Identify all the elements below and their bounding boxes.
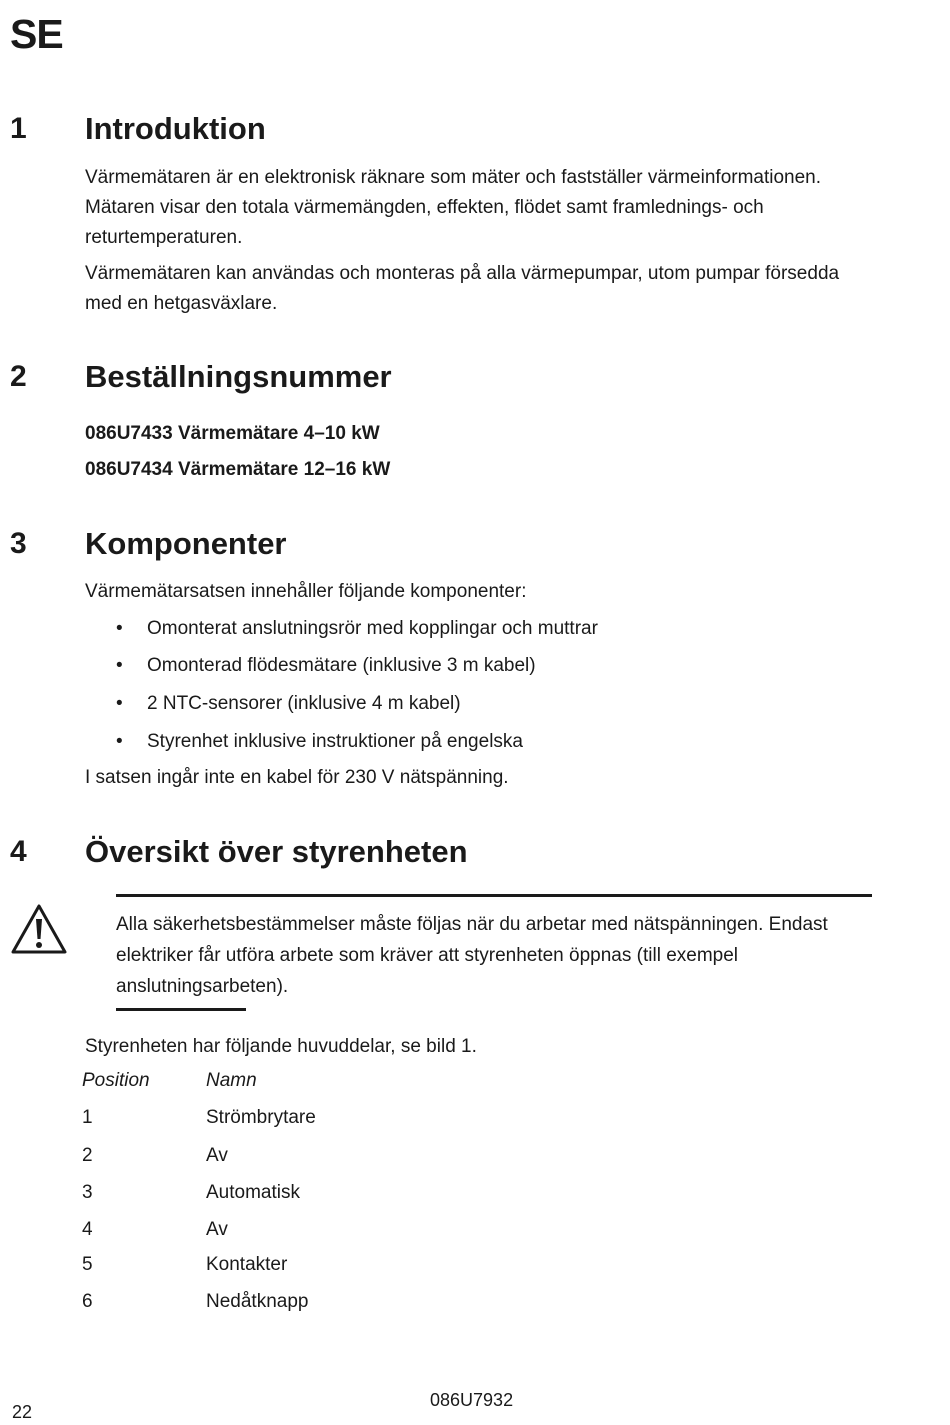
language-code: SE <box>10 11 63 57</box>
table-cell-name: Av <box>206 1145 228 1166</box>
section-body <box>85 163 885 319</box>
table-header-name: Namn <box>206 1070 257 1091</box>
table-cell-position: 3 <box>82 1182 93 1203</box>
list-item: Omonterad flödesmätare (inklusive 3 m kabel) <box>147 655 536 676</box>
list-item: 2 NTC-sensorer (inklusive 4 m kabel) <box>147 693 461 714</box>
table-header-position: Position <box>82 1070 150 1091</box>
warning-rule-top <box>116 894 872 897</box>
warning-triangle-icon <box>10 903 68 955</box>
section-intro: Styrenheten har följande huvuddelar, se bild 1. <box>85 1036 477 1057</box>
table-cell-position: 4 <box>82 1219 93 1240</box>
paragraph: Värmemätaren kan användas och monteras på alla värmepumpar, utom pumpar försedda med en hetgasväxlare. <box>85 263 840 314</box>
table-cell-position: 1 <box>82 1107 93 1128</box>
bullet-marker: • <box>116 618 123 639</box>
order-line: 086U7433 Värmemätare 4–10 kW <box>85 423 380 444</box>
table-cell-name: Av <box>206 1219 228 1240</box>
list-item: Omonterat anslutningsrör med kopplingar och muttrar <box>147 618 598 639</box>
section-title: Beställningsnummer <box>85 359 392 394</box>
document-code: 086U7932 <box>430 1390 514 1410</box>
table-cell-position: 2 <box>82 1145 93 1166</box>
section-number: 4 <box>10 835 27 868</box>
section-title: Komponenter <box>85 526 287 561</box>
table-cell-position: 6 <box>82 1291 93 1312</box>
bullet-marker: • <box>116 655 123 676</box>
paragraph: Värmemätaren är en elektronisk räknare som mäter och fastställer värmeinformationen. Mätaren visar den totala värmemängden, effekten, flödet samt framlednings- och returtemperaturen. <box>85 167 822 248</box>
warning-rule-bottom <box>116 1008 246 1011</box>
section-title: Introduktion <box>85 111 266 146</box>
section-number: 1 <box>10 112 27 145</box>
table-cell-name: Automatisk <box>206 1182 300 1203</box>
page-number: 22 <box>12 1402 33 1422</box>
bullet-marker: • <box>116 731 123 752</box>
table-cell-name: Nedåtknapp <box>206 1291 309 1312</box>
warning-text: Alla säkerhetsbestämmelser måste följas när du arbetar med nätspänningen. Endast elektriker får utföra arbete som kräver att styrenheten öppnas (till exempel anslutningsarbeten). <box>116 914 828 997</box>
table-cell-name: Strömbrytare <box>206 1107 316 1128</box>
table-cell-position: 5 <box>82 1254 93 1275</box>
section-intro: Värmemätarsatsen innehåller följande komponenter: <box>85 581 527 602</box>
bullet-marker: • <box>116 693 123 714</box>
table-cell-name: Kontakter <box>206 1254 288 1275</box>
section-number: 2 <box>10 360 27 393</box>
section-title: Översikt över styrenheten <box>85 834 468 869</box>
list-item: Styrenhet inklusive instruktioner på engelska <box>147 731 523 752</box>
order-line: 086U7434 Värmemätare 12–16 kW <box>85 459 391 480</box>
section-note: I satsen ingår inte en kabel för 230 V nätspänning. <box>85 767 509 788</box>
section-number: 3 <box>10 527 27 560</box>
